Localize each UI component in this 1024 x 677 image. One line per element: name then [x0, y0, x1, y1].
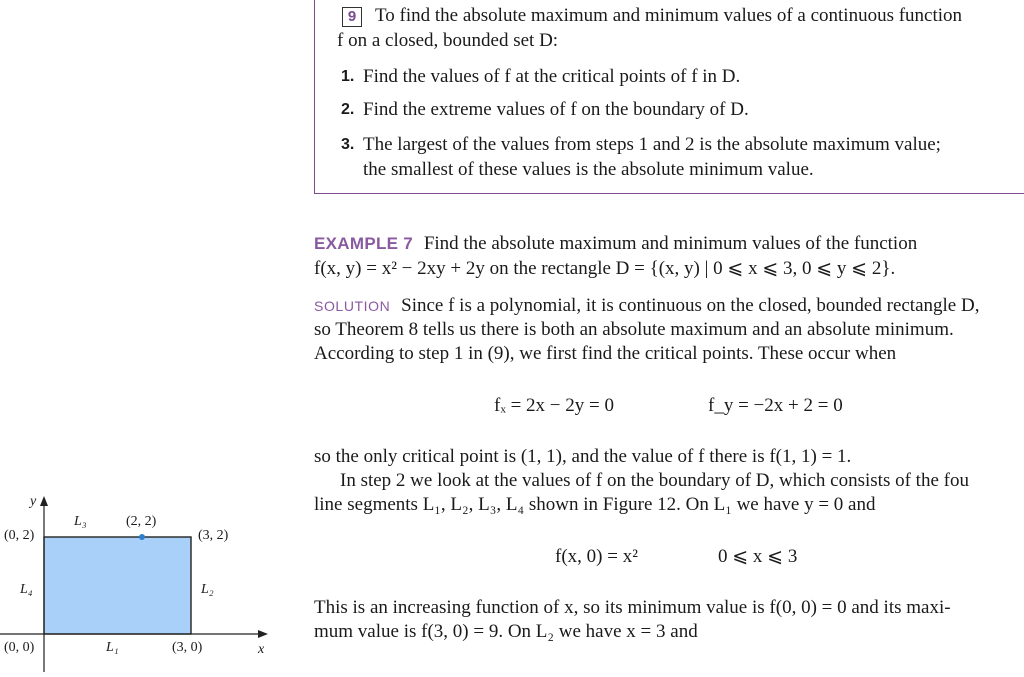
label-2-2: (2, 2): [126, 514, 157, 529]
solution-label: SOLUTION: [314, 298, 391, 314]
example-line1: [314, 232, 917, 256]
step-3-number: 3.: [341, 136, 355, 153]
procedure-number: 9: [342, 7, 362, 27]
solution-line6: line segments L₁, L₂, L₃, L₄ shown in Figure 12. On L₁ we have y = 0 and: [314, 494, 876, 515]
step-2-number: 2.: [341, 101, 355, 118]
step-2-text: Find the extreme values of f on the boundary of D.: [363, 99, 749, 120]
label-0-2: (0, 2): [4, 528, 35, 543]
x-axis-label: x: [258, 642, 265, 657]
procedure-box: [314, 0, 1024, 194]
label-3-2: (3, 2): [198, 528, 229, 543]
label-L1: L₁: [106, 640, 119, 655]
figure-12: [0, 490, 300, 672]
procedure-intro-line1: To find the absolute maximum and minimum values of a continuous function: [375, 5, 963, 26]
solution-line4: so the only critical point is (1, 1), and the value of f there is f(1, 1) = 1.: [314, 446, 852, 467]
solution-line1: [314, 294, 979, 318]
step-1-text: Find the values of f at the critical points of f in D.: [363, 66, 741, 87]
label-L3: L₃: [74, 514, 87, 529]
y-axis-arrow-icon: [40, 496, 48, 506]
solution-line3: According to step 1 in (9), we first find the critical points. These occur when: [314, 343, 897, 364]
example-label: EXAMPLE 7: [314, 234, 414, 253]
step-3-line2: the smallest of these values is the absolute minimum value.: [363, 159, 814, 180]
example-line2: f(x, y) = x² − 2xy + 2y on the rectangle D = {(x, y) | 0 ⩽ x ⩽ 3, 0 ⩽ y ⩽ 2}.: [314, 258, 896, 279]
rectangle-region: [44, 537, 191, 634]
solution-line2: so Theorem 8 tells us there is both an absolute maximum and an absolute minimum.: [314, 319, 954, 340]
solution-line1-text: Since f is a polynomial, it is continuous on the closed, bounded rectangle D,: [401, 295, 980, 316]
solution-line5: In step 2 we look at the values of f on the boundary of D, which consists of the fou: [340, 470, 969, 491]
step-1-number: 1.: [341, 68, 355, 85]
step-3-line1: The largest of the values from steps 1 and 2 is the absolute maximum value;: [363, 134, 941, 155]
point-2-2: [139, 534, 145, 540]
x-axis-arrow-icon: [258, 630, 268, 638]
label-3-0: (3, 0): [172, 640, 203, 655]
label-L4: L₄: [20, 582, 33, 597]
label-0-0: (0, 0): [4, 640, 35, 655]
y-axis-label: y: [30, 494, 37, 509]
label-L2: L₂: [201, 582, 214, 597]
solution-line8: mum value is f(3, 0) = 9. On L₂ we have x = 3 and: [314, 621, 698, 642]
equation-fy: f_y = −2x + 2 = 0: [708, 395, 843, 416]
example-line1-text: Find the absolute maximum and minimum values of the function: [423, 233, 918, 254]
equation-fx: fₓ = 2x − 2y = 0: [494, 395, 614, 416]
procedure-intro-line2: f on a closed, bounded set D:: [337, 30, 559, 51]
equation-fx0: f(x, 0) = x²: [555, 546, 638, 567]
solution-line7: This is an increasing function of x, so its minimum value is f(0, 0) = 0 and its maxi-: [314, 597, 951, 618]
equation-domain: 0 ⩽ x ⩽ 3: [718, 546, 798, 567]
